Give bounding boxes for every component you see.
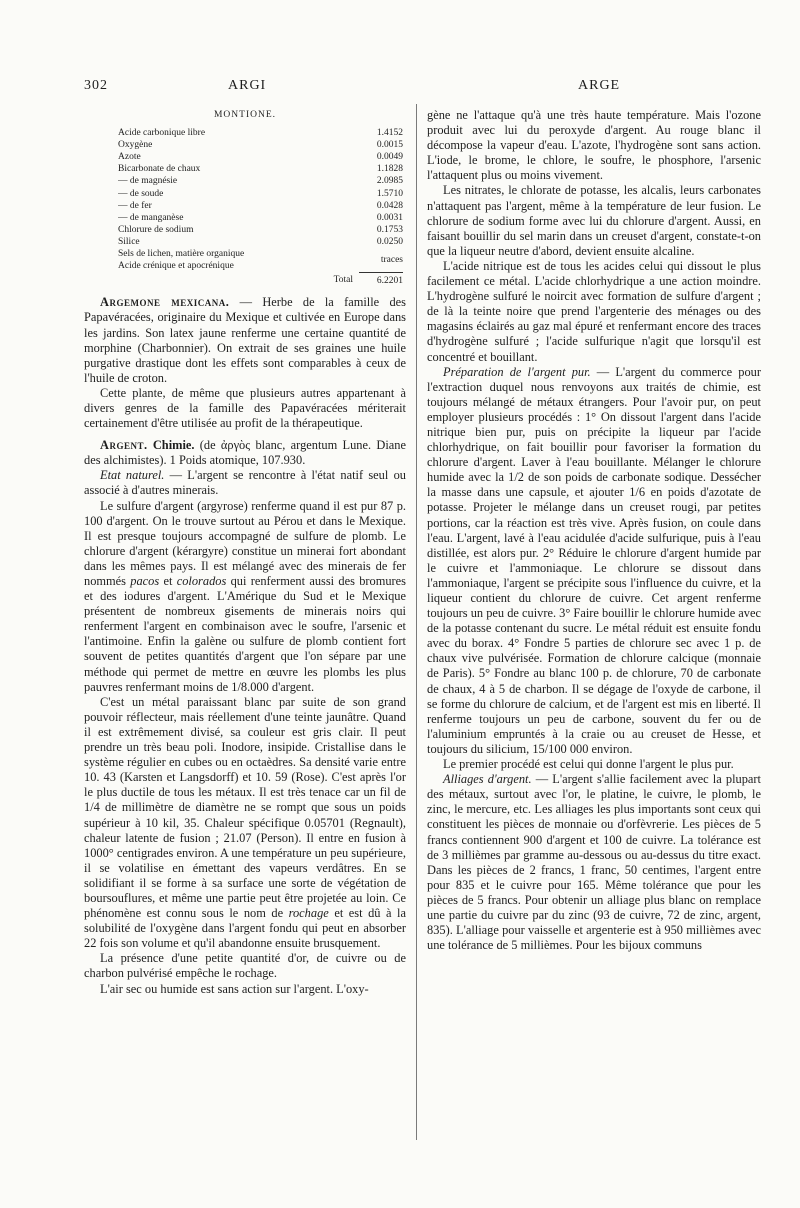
page-number: 302 xyxy=(84,78,108,93)
paragraph-etat-naturel: Etat naturel. — L'argent se rencontre à l'état natif seul ou associé à d'autres minerais. xyxy=(84,468,406,498)
left-column xyxy=(84,108,406,997)
table-row-label: Acide carbonique libre xyxy=(118,128,206,139)
paragraph-metal: C'est un métal paraissant blanc par suite de son grand pouvoir réflecteur, mais réellement d'une teinte jaunâtre. Quand il est extrêmement divisé, sa couleur est gris clair. Il peut prendre un très beau poli. Inodore, insipide. Cristallise dans le système régulier en cubes ou en octaèdres. Sa densité varie entre 10. 43 (Karsten et Langsdorff) et 10. 59 (Rose). C'est après l'or le plus ductile de tous les métaux. Il est très tenace car un fil de 1/4 de millimètre de diamètre ne se rompt que sous un poids supérieur à 10 kil, 35. Chaleur spécifique 0.05701 (Regnault), chaleur latente de fusion ; 21.07 (Person). Il entre en fusion à 1000° centigrades environ. A une température un peu supérieure, il se volatilise en émettant des vapeurs verdâtres. En se solidifiant il se forme à sa surface une sorte de végétation de boursouflures, et même une partie peut être projetée au loin. Ce phénomène est connu sous le nom de rochage et est dû à la solubilité de l'oxygène dans l'argent fondu qui peut en absorber 22 fois son volume et qu'il abandonne ensuite brusquement. xyxy=(84,694,407,951)
table-row-label: Oxygène xyxy=(118,140,153,151)
paragraph-alliages: Alliages d'argent. — L'argent s'allie facilement avec la plupart des métaux, surtout avec l'or, le platine, le cuivre, le plomb, le zinc, le mercure, etc. Les alliages les plus importants sont ceux qui constituent les pièces de monnaie ou d'orfèvrerie. Les pièces de 5 francs contiennent 900 d'argent et 100 de cuivre. La tolérance est de 3 millièmes par gramme au-dessous ou au-dessus du titre exact. Dans les pièces de 2 francs, 1 franc, 50 centimes, l'argent entre pour 835 et le cuivre pour 165. Même tolérance que pour les pièces de 5 francs. Pour obtenir un alliage plus blanc on remplace une partie du cuivre par du zinc (93 de cuivre, 72 de zinc, argent, 835). L'alliage pour vaisselle et argenterie est à 950 millièmes avec une tolérance de 5 millièmes. Pour les bijoux communs xyxy=(427,772,761,953)
paragraph-premier-procede: Le premier procédé est celui qui donne l'argent le plus pur. xyxy=(443,757,734,772)
table-row-label: — de soude xyxy=(118,188,164,199)
right-running-head: ARGE xyxy=(578,78,621,93)
left-running-head: ARGI xyxy=(228,78,267,93)
table-row xyxy=(118,175,403,187)
table-row-label: Azote xyxy=(118,152,141,163)
mineral-analysis-table xyxy=(118,127,403,287)
table-row xyxy=(118,200,403,212)
paragraph-sulfure: Le sulfure d'argent (argyrose) renferme quand il est pur 87 p. 100 d'argent. On le trouve surtout au Pérou et dans le Mexique. Il est presque toujours accompagné de sulfure de plomb. Le chlorure d'argent (kérargyre) constitue un minerai fort abondant dans les mêmes pays. Il est mélangé avec des minerais de fer nommés pacos et colorados qui renferment aussi des bromures et des iodures d'argent. L'Amérique du Sud et le Mexique présentent de nombreux gisements de minerais noirs qui renferment l'argent en combinaison avec le soufre, l'arsenic et l'antimoine. Enfin la galène ou sulfure de plomb contient fort souvent de petites quantités d'argent que l'on sépare par une méthode qui permet de mettre en œuvre les plombs les plus pauvres renfermant moins de 1/8.000 d'argent. xyxy=(84,498,406,694)
paragraph-oxygene: gène ne l'attaque qu'à une très haute température. Mais l'ozone produit avec lui du peroxyde d'argent. Au rouge blanc il décompose la vapeur d'eau. L'azote, l'hydrogène sont sans action. L'iode, le brome, le chlore, le soufre, le phosphore, l'arsenic l'attaquent plus ou moins vivement. xyxy=(427,108,761,183)
table-row xyxy=(118,151,403,163)
paragraph-presence: La présence d'une petite quantité d'or, de cuivre ou de charbon pulvérisé empêche le rochage. xyxy=(84,951,406,981)
table-row-value: 0.0015 xyxy=(376,140,403,151)
paragraph-air: L'air sec ou humide est sans action sur l'argent. L'oxy- xyxy=(100,981,369,996)
total-rule xyxy=(359,272,403,273)
table-row-value: 1.1828 xyxy=(376,164,403,175)
traces-row xyxy=(118,248,403,272)
total-label: Total xyxy=(333,274,353,285)
table-row-label: — de manganèse xyxy=(118,212,184,223)
table-row-value: 2.0985 xyxy=(376,176,403,187)
total-value: 6.2201 xyxy=(376,276,403,287)
traces-value: traces xyxy=(380,255,403,266)
traces-label-1: Sels de lichen, matière organique xyxy=(118,249,245,260)
column-divider xyxy=(416,104,417,1140)
table-title: MONTIONE. xyxy=(213,110,277,120)
table-row xyxy=(118,236,403,248)
table-row-value: 0.0428 xyxy=(376,200,403,211)
table-row-value: 1.4152 xyxy=(376,128,403,139)
subhead-alliages: Alliages d'argent. xyxy=(443,772,532,787)
table-row xyxy=(118,127,403,139)
traces-label-2: Acide crénique et apocrénique xyxy=(118,261,234,272)
subhead-preparation: Préparation de l'argent pur. xyxy=(443,364,591,379)
paragraph-preparation: Préparation de l'argent pur. — L'argent du commerce pour l'extraction duquel nous renvoyons aux traités de chimie, est toujours mélangé de métaux étrangers. Pour l'avoir pur, on peut employer plusieurs procédés : 1° On dissout l'argent dans l'acide nitrique bien pur, puis on précipite la liqueur par l'acide chlorhydrique, on fait bouillir pour favoriser la formation du chlorure d'argent. Laver à l'eau bouillante. Mélanger le chlorure humide avec la 1/2 de son poids de carbonate sodique. Dessécher la masse dans une capsule, et ajouter 1/6 en poids d'azotate de potasse. Projeter le mélange dans un creuset rougi, par petites portions, car la réaction est très vive. Après fusion, on coule dans l'eau. L'argent, lavé à l'eau acidulée d'acide sulfurique, puis à l'eau distillée, est alors pur. 2° Réduire le chlorure d'argent humide par le cuivre et l'ammoniaque. Le chlorure se dissout dans l'ammoniaque, l'argent se précipite sous l'influence du cuivre, et la liqueur contient du chlorure de cuivre. Cet argent renferme toujours un peu de cuivre. 3° Faire bouillir le chlorure humide avec de la potasse contenant du sucre. Le métal réduit est ensuite fondu avec du borax. 4° Fondre 5 parties de chlorure sec avec 1 p. de chaux vive pulvérisée. Formation de chlorure calcique (monnaie de Paris). 5° Fondre au blanc 100 p. de chlorure, 70 de carbonate de chaux, 4 à 5 de charbon. Il se dégage de l'oxyde de carbone, il se forme du chlorure de calcium, et de l'argent est mis en liberté. Il renferme toujours un peu de carbone, souvent du fer ou de l'aluminium empruntés à la craie ou au creuset de Hesse, et toujours du silicium, 15/100 000 environ. xyxy=(427,364,761,756)
paragraph-nitrates: Les nitrates, le chlorate de potasse, les alcalis, leurs carbonates n'attaquent pas l'argent, même à la température de leur fusion. Le chlorure de sodium forme avec lui du chlorure d'argent. Aussi, en faisant bouillir du sel marin dans un creuset d'argent, constate-t-on que la liqueur neutre d'abord, devient ensuite alcaline. xyxy=(427,183,761,258)
table-row-value: 0.0049 xyxy=(376,152,403,163)
table-row xyxy=(118,188,403,200)
paragraph-argemone: Argemone mexicana. — Herbe de la famille des Papavéracées, originaire du Mexique et cultivée en Europe dans les jardins. Son latex jaune renferme une certaine quantité de morphine (Charbonnier). On extrait de ses graines une huile purgative drastique dont les effets sont comparables à ceux de l'huile de croton. xyxy=(84,295,406,385)
table-row-value: 0.0250 xyxy=(376,236,403,247)
table-row-value: 0.1753 xyxy=(376,224,403,235)
table-row xyxy=(118,139,403,151)
table-row-label: Chlorure de sodium xyxy=(118,224,194,235)
table-row xyxy=(118,163,403,175)
table-row-label: Bicarbonate de chaux xyxy=(118,164,201,175)
table-row-label: Silice xyxy=(118,236,140,247)
table-row-value: 1.5710 xyxy=(376,188,403,199)
right-column xyxy=(427,108,761,953)
table-row-value: 0.0031 xyxy=(376,212,403,223)
paragraph-papaveracees: Cette plante, de même que plusieurs autres appartenant à divers genres de la famille des Papavéracées mériterait certainement d'être utilisée au profit de la thérapeutique. xyxy=(84,385,406,431)
table-row xyxy=(118,212,403,224)
total-row xyxy=(118,272,403,287)
paragraph-acide-nitrique: L'acide nitrique est de tous les acides celui qui dissout le plus facilement ce métal. L'acide chlorhydrique a une action moindre. L'hydrogène sulfuré le noircit avec formation de sulfure d'argent ; de là la teinte noire que prend l'argenterie des ménages ou des magasins éclairés au gaz mal épuré et renfermant encore des traces d'hydrogène sulfuré ; l'acide sulfurique n'agit que lorsqu'il est concentré et bouillant. xyxy=(427,258,761,364)
entry-head-argent: Argent. xyxy=(100,438,148,453)
subhead-etat-naturel: Etat naturel. xyxy=(100,468,165,483)
table-row xyxy=(118,224,403,236)
paragraph-argent: Argent. Chimie. (de ἀργὸς blanc, argentum Lune. Diane des alchimistes). 1 Poids atomique, 107.930. xyxy=(84,438,406,468)
table-row-label: — de fer xyxy=(118,200,152,211)
entry-head-argemone: Argemone mexicana. xyxy=(100,295,230,310)
table-row-label: — de magnésie xyxy=(118,176,178,187)
